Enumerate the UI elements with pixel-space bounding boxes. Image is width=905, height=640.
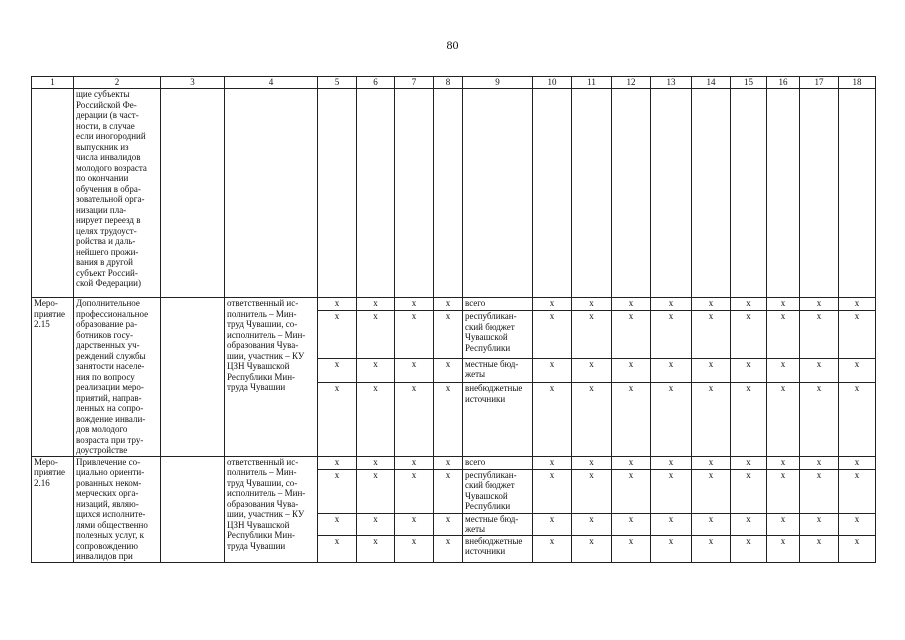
continuation-row (32, 89, 876, 298)
mark-cell: х (651, 456, 692, 469)
mark-cell: х (318, 383, 357, 456)
mark-cell: х (651, 383, 692, 456)
mark-cell: х (731, 311, 767, 359)
mark-cell: х (318, 298, 357, 311)
mark-cell: х (434, 469, 463, 513)
mark-cell: х (572, 456, 612, 469)
mark-cell: х (731, 535, 767, 562)
column-number-2: 2 (74, 77, 161, 89)
mark-cell: х (533, 383, 572, 456)
continuation-description: щие субъекты Российской Фе- дерации (в част- ности, в случае если иногородний выпускник из числа инвалидов молодого возраста по окончании обучения в обра- зовательной орга- низации пла- нирует переезд в целях трудоуст- ройства и даль- нейшего прожи- вания в другой субъект Россий- ской Федерации) (74, 89, 161, 298)
mark-cell: х (839, 469, 876, 513)
mark-cell: х (395, 513, 434, 535)
mark-cell: х (692, 383, 731, 456)
mark-cell: х (692, 469, 731, 513)
mark-cell: х (651, 513, 692, 535)
column-number-11: 11 (572, 77, 612, 89)
mark-cell: х (839, 298, 876, 311)
mark-cell: х (731, 469, 767, 513)
event-executor: ответственный ис- полнитель – Мин- труд Чувашии, со- исполнитель – Мин- образования Чува- шии, участник – КУ ЦЗН Чувашской Республики Мин- труда Чувашии (225, 298, 318, 457)
mark-cell: х (800, 358, 839, 382)
mark-cell: х (434, 383, 463, 456)
column-number-6: 6 (357, 77, 395, 89)
mark-cell: х (651, 298, 692, 311)
column-number-15: 15 (731, 77, 767, 89)
mark-cell: х (357, 456, 395, 469)
mark-cell: х (839, 456, 876, 469)
mark-cell: х (612, 383, 651, 456)
column-number-12: 12 (612, 77, 651, 89)
mark-cell: х (767, 298, 800, 311)
table-row (32, 298, 876, 311)
mark-cell: х (395, 469, 434, 513)
mark-cell: х (533, 535, 572, 562)
column-number-16: 16 (767, 77, 800, 89)
funding-source: внебюджетные источники (463, 383, 533, 456)
mark-cell: х (800, 535, 839, 562)
column-number-10: 10 (533, 77, 572, 89)
table-body (32, 77, 876, 563)
column-number-3: 3 (161, 77, 225, 89)
event-label: Меро- приятие 2.16 (32, 456, 74, 562)
event-executor: ответственный ис- полнитель – Мин- труд Чувашии, со- исполнитель – Мин- образования Чува- шии, участник – КУ ЦЗН Чувашской Республики Мин- труда Чувашии (225, 456, 318, 562)
mark-cell: х (318, 535, 357, 562)
mark-cell: х (767, 358, 800, 382)
mark-cell: х (800, 513, 839, 535)
column-number-18: 18 (839, 77, 876, 89)
mark-cell: х (572, 311, 612, 359)
mark-cell: х (533, 298, 572, 311)
mark-cell: х (357, 513, 395, 535)
mark-cell: х (767, 311, 800, 359)
funding-source: всего (463, 298, 533, 311)
mark-cell: х (318, 469, 357, 513)
mark-cell: х (434, 513, 463, 535)
mark-cell: х (651, 358, 692, 382)
funding-source: республикан- ский бюджет Чувашской Республики (463, 311, 533, 359)
mark-cell: х (731, 456, 767, 469)
mark-cell: х (357, 535, 395, 562)
mark-cell: х (651, 469, 692, 513)
mark-cell: х (767, 535, 800, 562)
mark-cell: х (434, 535, 463, 562)
mark-cell: х (612, 311, 651, 359)
mark-cell: х (692, 535, 731, 562)
mark-cell: х (800, 298, 839, 311)
mark-cell: х (434, 358, 463, 382)
column-number-7: 7 (395, 77, 434, 89)
event-name: Привлечение со- циально ориенти- рованных неком- мерческих орга- низаций, являю- щихся исполните- лями общественно полезных услуг, к сопровождению инвалидов при (74, 456, 161, 562)
mark-cell: х (800, 383, 839, 456)
mark-cell: х (357, 358, 395, 382)
table-row (32, 456, 876, 469)
program-table (31, 76, 876, 563)
mark-cell: х (357, 383, 395, 456)
mark-cell: х (800, 456, 839, 469)
mark-cell: х (767, 513, 800, 535)
column-number-9: 9 (463, 77, 533, 89)
funding-source: местные бюд- жеты (463, 358, 533, 382)
mark-cell: х (800, 311, 839, 359)
mark-cell: х (839, 311, 876, 359)
mark-cell: х (434, 311, 463, 359)
mark-cell: х (434, 456, 463, 469)
mark-cell: х (357, 298, 395, 311)
column-number-17: 17 (800, 77, 839, 89)
event-name: Дополнительное профессиональное образование ра- ботников госу- дарственных уч- реждений службы занятости населе- ния по вопросу реализации меро- приятий, направ- ленных на сопро- вождение инвали- дов молодого возраста при тру- доустройстве (74, 298, 161, 457)
funding-source: местные бюд- жеты (463, 513, 533, 535)
mark-cell: х (572, 298, 612, 311)
mark-cell: х (395, 535, 434, 562)
mark-cell: х (731, 358, 767, 382)
mark-cell: х (395, 298, 434, 311)
funding-source: всего (463, 456, 533, 469)
mark-cell: х (357, 469, 395, 513)
mark-cell: х (533, 513, 572, 535)
mark-cell: х (731, 298, 767, 311)
mark-cell: х (800, 469, 839, 513)
mark-cell: х (839, 383, 876, 456)
mark-cell: х (395, 358, 434, 382)
mark-cell: х (612, 513, 651, 535)
mark-cell: х (692, 298, 731, 311)
mark-cell: х (767, 456, 800, 469)
funding-source: республикан- ский бюджет Чувашской Республики (463, 469, 533, 513)
mark-cell: х (318, 358, 357, 382)
column-number-4: 4 (225, 77, 318, 89)
header-row (32, 77, 876, 89)
column-number-5: 5 (318, 77, 357, 89)
mark-cell: х (692, 513, 731, 535)
mark-cell: х (731, 513, 767, 535)
mark-cell: х (533, 456, 572, 469)
column-number-13: 13 (651, 77, 692, 89)
event-col-3 (161, 456, 225, 562)
column-number-8: 8 (434, 77, 463, 89)
mark-cell: х (767, 469, 800, 513)
event-label: Меро- приятие 2.15 (32, 298, 74, 457)
column-number-1: 1 (32, 77, 74, 89)
mark-cell: х (612, 298, 651, 311)
mark-cell: х (533, 358, 572, 382)
mark-cell: х (395, 311, 434, 359)
mark-cell: х (692, 311, 731, 359)
mark-cell: х (318, 513, 357, 535)
mark-cell: х (612, 535, 651, 562)
mark-cell: х (839, 358, 876, 382)
mark-cell: х (731, 383, 767, 456)
mark-cell: х (395, 456, 434, 469)
mark-cell: х (434, 298, 463, 311)
mark-cell: х (572, 358, 612, 382)
funding-source: внебюджетные источники (463, 535, 533, 562)
mark-cell: х (572, 513, 612, 535)
mark-cell: х (839, 535, 876, 562)
mark-cell: х (533, 469, 572, 513)
mark-cell: х (572, 469, 612, 513)
mark-cell: х (533, 311, 572, 359)
mark-cell: х (357, 311, 395, 359)
page-number: 80 (446, 38, 459, 52)
mark-cell: х (318, 456, 357, 469)
mark-cell: х (572, 535, 612, 562)
mark-cell: х (839, 513, 876, 535)
mark-cell: х (612, 456, 651, 469)
mark-cell: х (651, 535, 692, 562)
mark-cell: х (612, 469, 651, 513)
column-number-14: 14 (692, 77, 731, 89)
mark-cell: х (692, 456, 731, 469)
event-col-3 (161, 298, 225, 457)
mark-cell: х (572, 383, 612, 456)
mark-cell: х (612, 358, 651, 382)
mark-cell: х (692, 358, 731, 382)
mark-cell: х (767, 383, 800, 456)
mark-cell: х (395, 383, 434, 456)
continuation-cell-1 (32, 89, 74, 298)
mark-cell: х (318, 311, 357, 359)
mark-cell: х (651, 311, 692, 359)
